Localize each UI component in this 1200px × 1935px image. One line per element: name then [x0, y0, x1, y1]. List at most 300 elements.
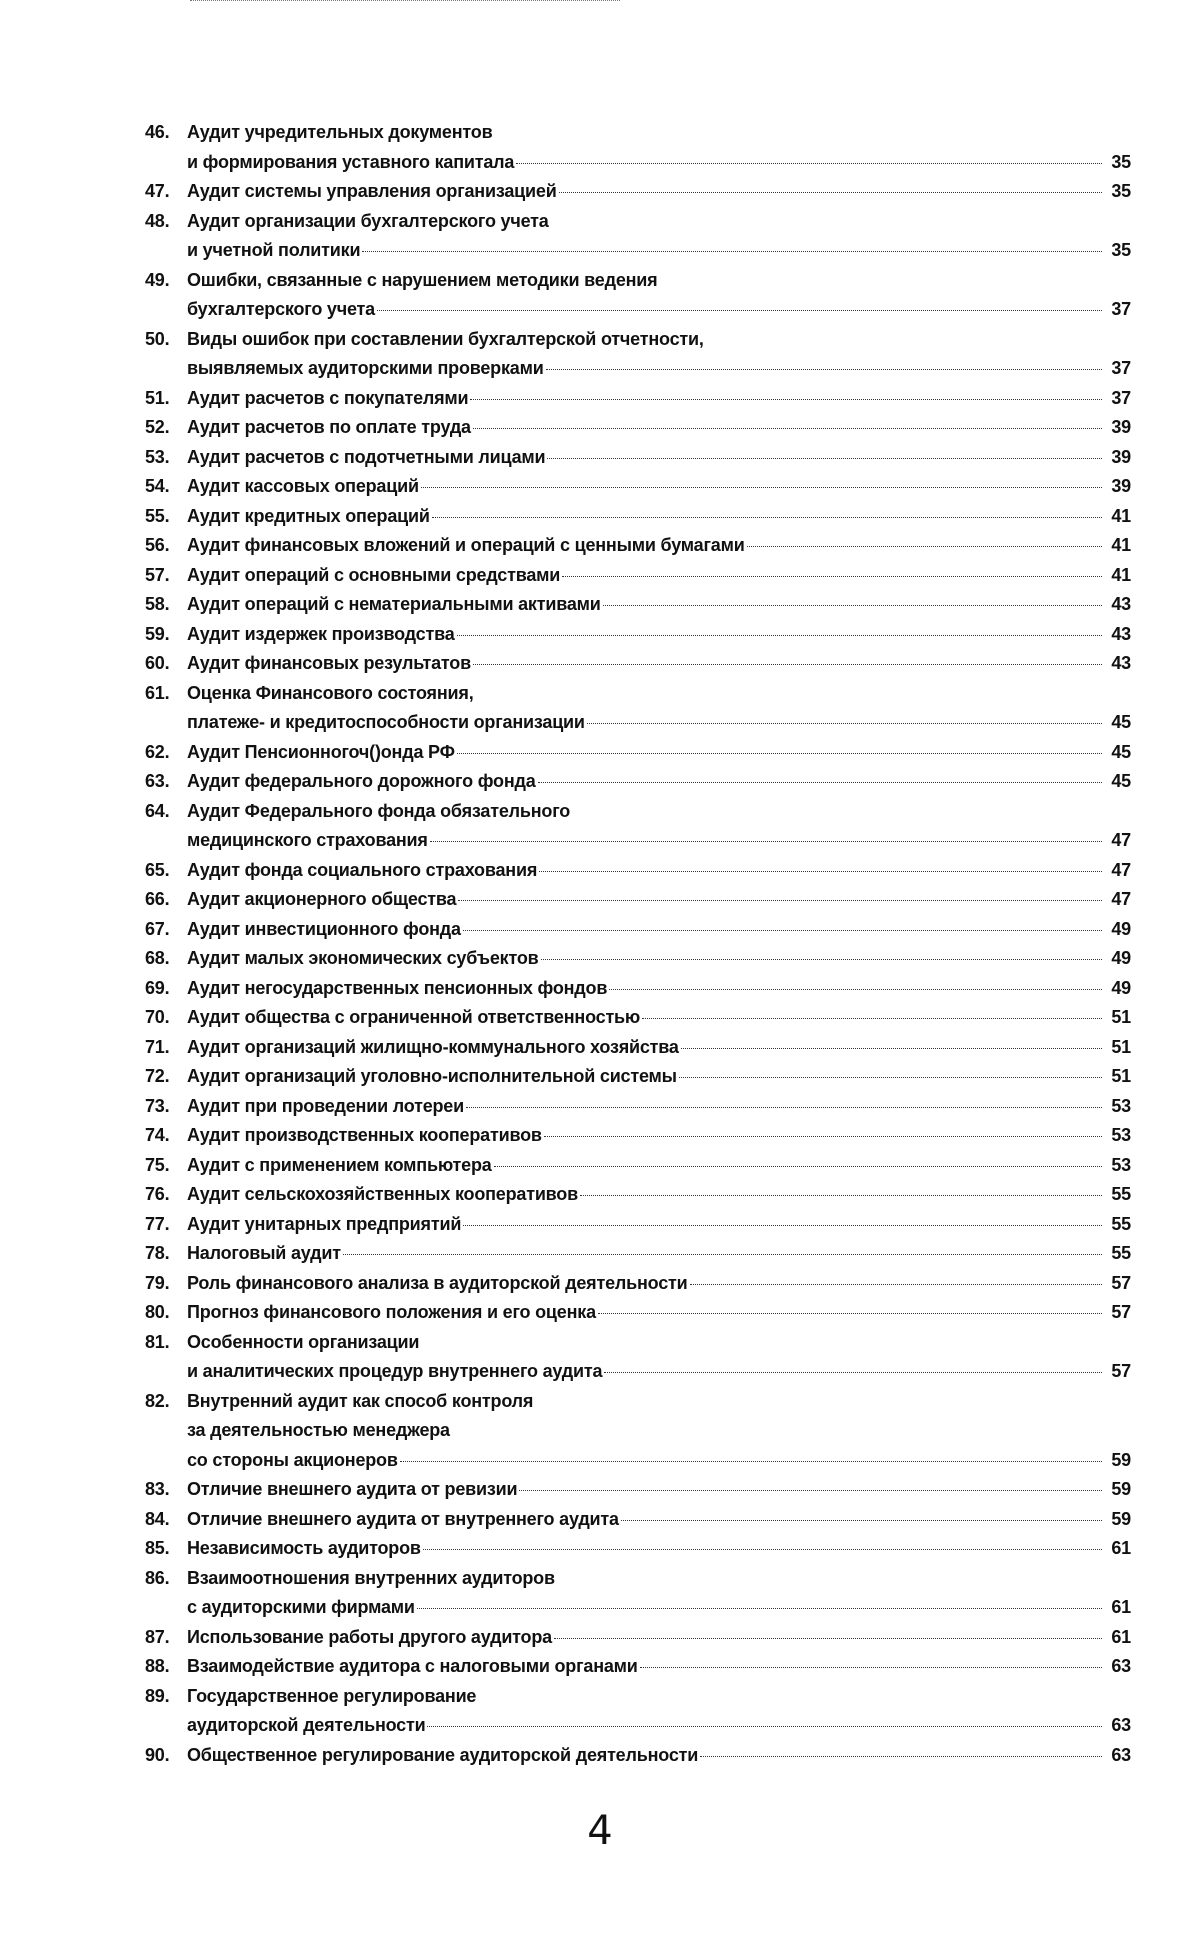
toc-entry-line	[187, 1652, 1131, 1682]
toc-entry-number: 86.	[145, 1567, 170, 1588]
dot-leader	[538, 782, 1102, 783]
dot-leader	[432, 517, 1102, 518]
toc-entry-body	[187, 1652, 1131, 1682]
toc-entry-title: Аудит издержек производства	[187, 623, 455, 644]
toc-entry	[145, 649, 1131, 679]
toc-entry-line	[187, 944, 1131, 974]
toc-entry	[145, 620, 1131, 650]
toc-entry-page: 41	[1111, 505, 1131, 526]
toc-entry-line	[187, 354, 1131, 384]
toc-entry-number: 54.	[145, 476, 170, 496]
toc-entry	[145, 915, 1131, 945]
toc-entry-page: 59	[1111, 1508, 1131, 1529]
toc-entry-number: 88.	[145, 1656, 170, 1676]
toc-entry	[145, 590, 1131, 620]
toc-entry-title: Аудит унитарных предприятий	[187, 1213, 462, 1234]
toc-entry-title: Аудит расчетов с подотчетными лицами	[187, 446, 546, 467]
toc-entry-number: 62.	[145, 741, 170, 762]
toc-entry-page: 51	[1111, 1036, 1131, 1057]
toc-entry-page: 57	[1111, 1302, 1131, 1322]
toc-entry	[145, 325, 1131, 384]
dot-leader	[546, 369, 1102, 370]
toc-entry	[145, 1210, 1131, 1240]
toc-entry-body	[187, 325, 1131, 384]
toc-entry-body	[187, 531, 1131, 561]
toc-entry-body	[187, 1003, 1131, 1033]
toc-entry-line	[187, 826, 1131, 856]
toc-entry-title: Аудит финансовых вложений и операций с ценными бумагами	[187, 535, 745, 555]
dot-leader	[463, 930, 1102, 931]
dot-leader	[642, 1018, 1102, 1019]
toc-entry-line	[187, 1682, 1131, 1712]
dot-leader	[559, 192, 1102, 193]
dot-leader	[362, 251, 1102, 252]
dot-leader	[580, 1195, 1102, 1196]
toc-entry-body	[187, 1033, 1131, 1063]
toc-entry-page: 39	[1111, 476, 1131, 496]
toc-entry-number: 87.	[145, 1626, 170, 1647]
dot-leader	[473, 664, 1102, 665]
toc-entry-number: 51.	[145, 387, 170, 408]
toc-entry	[145, 1741, 1131, 1771]
toc-entry-number: 69.	[145, 977, 170, 998]
toc-entry-page: 47	[1111, 830, 1131, 850]
toc-entry-body	[187, 590, 1131, 620]
toc-entry-title: со стороны акционеров	[187, 1449, 398, 1470]
toc-entry-line	[187, 1092, 1131, 1122]
toc-entry-page: 35	[1111, 151, 1131, 172]
toc-entry-title: Аудит организации бухгалтерского учета	[187, 210, 549, 231]
toc-entry-body	[187, 1564, 1131, 1623]
toc-entry-page: 45	[1111, 712, 1131, 732]
toc-entry	[145, 502, 1131, 532]
toc-entry-line	[187, 767, 1131, 797]
toc-entry	[145, 1328, 1131, 1387]
toc-entry-line	[187, 148, 1131, 178]
toc-entry	[145, 1151, 1131, 1181]
toc-entry	[145, 1180, 1131, 1210]
toc-entry-title: Оценка Финансового состояния,	[187, 682, 474, 703]
dot-leader	[494, 1166, 1102, 1167]
dot-leader	[466, 1107, 1102, 1108]
toc-entry-title: Аудит с применением компьютера	[187, 1154, 492, 1175]
toc-entry-body	[187, 561, 1131, 591]
dot-leader	[430, 841, 1102, 842]
toc-entry-body	[187, 885, 1131, 915]
dot-leader	[541, 959, 1103, 960]
toc-entry-line	[187, 325, 1131, 355]
toc-entry-body	[187, 1092, 1131, 1122]
dot-leader	[603, 605, 1102, 606]
toc-entry-body	[187, 1534, 1131, 1564]
toc-entry-title: Аудит производственных кооперативов	[187, 1125, 542, 1145]
toc-entry-line	[187, 1180, 1131, 1210]
dot-leader	[400, 1461, 1102, 1462]
toc-entry-number: 75.	[145, 1154, 170, 1175]
toc-entry-number: 71.	[145, 1036, 170, 1057]
toc-entry-title: и учетной политики	[187, 240, 361, 260]
dot-leader	[423, 1549, 1102, 1550]
toc-entry-title: Аудит общества с ограниченной ответственностью	[187, 1007, 641, 1027]
toc-entry-line	[187, 1033, 1131, 1063]
toc-entry	[145, 1003, 1131, 1033]
dot-leader	[544, 1136, 1102, 1137]
toc-entry-body	[187, 177, 1131, 207]
toc-entry-line	[187, 207, 1131, 237]
toc-entry-line	[187, 1446, 1131, 1476]
dot-leader	[421, 487, 1102, 488]
toc-entry-page: 57	[1111, 1272, 1131, 1293]
scan-artifact-top	[190, 0, 620, 3]
toc-entry-page: 45	[1111, 741, 1131, 762]
toc-entry	[145, 1121, 1131, 1151]
toc-entry-body	[187, 1623, 1131, 1653]
toc-entry-title: Отличие внешнего аудита от внутреннего аудита	[187, 1508, 619, 1529]
toc-entry	[145, 1239, 1131, 1269]
toc-entry	[145, 738, 1131, 768]
toc-entry-body	[187, 413, 1131, 443]
toc-entry-number: 70.	[145, 1007, 170, 1027]
toc-entry-number: 68.	[145, 948, 170, 968]
toc-entry-title: Аудит инвестиционного фонда	[187, 918, 461, 939]
toc-entry-line	[187, 1151, 1131, 1181]
toc-entry-body	[187, 502, 1131, 532]
toc-entry	[145, 974, 1131, 1004]
toc-entry-title: Налоговый аудит	[187, 1243, 341, 1263]
toc-entry-line	[187, 1062, 1131, 1092]
toc-entry-title: аудиторской деятельности	[187, 1715, 426, 1735]
toc-entry-line	[187, 472, 1131, 502]
toc-entry-page: 47	[1111, 889, 1131, 909]
toc-entry-body	[187, 1269, 1131, 1299]
toc-entry-title: Аудит негосударственных пенсионных фондов	[187, 977, 608, 998]
toc-entry-page: 43	[1111, 653, 1131, 673]
toc-entry	[145, 561, 1131, 591]
toc-entry-number: 66.	[145, 889, 170, 909]
toc-entry-number: 76.	[145, 1184, 170, 1204]
toc-entry-page: 39	[1111, 446, 1131, 467]
toc-entry	[145, 767, 1131, 797]
toc-entry-body	[187, 1180, 1131, 1210]
toc-entry-number: 77.	[145, 1213, 170, 1234]
toc-entry-page: 37	[1111, 358, 1131, 378]
toc-entry-body	[187, 856, 1131, 886]
toc-entry-title: Общественное регулирование аудиторской деятельности	[187, 1744, 699, 1765]
toc-entry-line	[187, 915, 1131, 945]
toc-entry-line	[187, 708, 1131, 738]
toc-entry-title: Аудит федерального дорожного фонда	[187, 771, 536, 791]
dot-leader	[457, 635, 1102, 636]
toc-entry-title: Независимость аудиторов	[187, 1538, 421, 1558]
toc-entry-title: Аудит системы управления организацией	[187, 181, 557, 201]
toc-entry	[145, 1623, 1131, 1653]
dot-leader	[679, 1077, 1102, 1078]
toc-entry-body	[187, 649, 1131, 679]
toc-entry-number: 84.	[145, 1508, 170, 1529]
toc-entry-line	[187, 649, 1131, 679]
toc-entry-number: 59.	[145, 623, 170, 644]
toc-entry-page: 35	[1111, 181, 1131, 201]
dot-leader	[547, 458, 1102, 459]
dot-leader	[457, 753, 1102, 754]
toc-entry-page: 43	[1111, 623, 1131, 644]
toc-entry-number: 73.	[145, 1095, 170, 1116]
toc-entry-body	[187, 915, 1131, 945]
toc-entry	[145, 413, 1131, 443]
toc-entry-page: 53	[1111, 1095, 1131, 1116]
toc-entry-title: Аудит операций с основными средствами	[187, 564, 561, 585]
toc-entry-page: 61	[1111, 1626, 1131, 1647]
toc-entry-title: Отличие внешнего аудита от ревизии	[187, 1479, 518, 1499]
toc-entry-title: Аудит фонда социального страхования	[187, 859, 538, 880]
toc-entry-number: 90.	[145, 1744, 170, 1765]
toc-entry-page: 37	[1111, 299, 1131, 319]
toc-entry	[145, 1092, 1131, 1122]
toc-entry-title: выявляемых аудиторскими проверками	[187, 358, 544, 378]
toc-entry	[145, 443, 1131, 473]
toc-entry-title: Аудит кредитных операций	[187, 505, 430, 526]
toc-entry-line	[187, 797, 1131, 827]
toc-entry	[145, 118, 1131, 177]
toc-entry-page: 63	[1111, 1656, 1131, 1676]
toc-entry-number: 89.	[145, 1685, 170, 1706]
toc-entry-body	[187, 1387, 1131, 1476]
toc-entry-page: 55	[1111, 1213, 1131, 1234]
dot-leader	[516, 163, 1102, 164]
toc-entry-number: 46.	[145, 122, 170, 142]
toc-entry-title: Аудит при проведении лотереи	[187, 1095, 464, 1116]
toc-entry-body	[187, 384, 1131, 414]
toc-entry-body	[187, 1062, 1131, 1092]
toc-entry	[145, 207, 1131, 266]
toc-entry-line	[187, 118, 1131, 148]
toc-entry	[145, 266, 1131, 325]
toc-entry	[145, 1475, 1131, 1505]
toc-entry-page: 61	[1111, 1538, 1131, 1558]
toc-entry	[145, 944, 1131, 974]
dot-leader	[587, 723, 1102, 724]
toc-entry-line	[187, 236, 1131, 266]
dot-leader	[343, 1254, 1102, 1255]
dot-leader	[700, 1756, 1102, 1757]
toc-entry-title: бухгалтерского учета	[187, 299, 375, 319]
toc-entry-line	[187, 502, 1131, 532]
toc-entry-line	[187, 561, 1131, 591]
toc-entry-body	[187, 738, 1131, 768]
toc-entry-line	[187, 1210, 1131, 1240]
toc-entry-line	[187, 1534, 1131, 1564]
toc-entry-number: 61.	[145, 682, 170, 703]
toc-entry-body	[187, 472, 1131, 502]
toc-entry-title: платеже- и кредитоспособности организации	[187, 712, 585, 732]
toc-entry-title: Виды ошибок при составлении бухгалтерской отчетности,	[187, 328, 704, 349]
toc-entry-line	[187, 1416, 1131, 1446]
page-number: 4	[587, 1808, 613, 1854]
toc-entry-number: 79.	[145, 1272, 170, 1293]
toc-entry-title: Прогноз финансового положения и его оценка	[187, 1302, 596, 1322]
toc-entry	[145, 1062, 1131, 1092]
toc-entry	[145, 177, 1131, 207]
toc-entry-title: Ошибки, связанные с нарушением методики ведения	[187, 269, 658, 290]
toc-entry-line	[187, 443, 1131, 473]
toc-entry-page: 49	[1111, 977, 1131, 998]
toc-entry-body	[187, 443, 1131, 473]
toc-entry	[145, 1505, 1131, 1535]
toc-entry-body	[187, 207, 1131, 266]
toc-entry-line	[187, 266, 1131, 296]
toc-entry-number: 80.	[145, 1302, 170, 1322]
toc-entry-title: и формирования уставного капитала	[187, 151, 515, 172]
toc-entry-page: 35	[1111, 240, 1131, 260]
toc-entry-page: 53	[1111, 1125, 1131, 1145]
toc-entry-body	[187, 1682, 1131, 1741]
dot-leader	[598, 1313, 1102, 1314]
toc-entry	[145, 1534, 1131, 1564]
dot-leader	[604, 1372, 1102, 1373]
toc-entry-line	[187, 1003, 1131, 1033]
toc-entry-title: медицинского страхования	[187, 830, 428, 850]
dot-leader	[463, 1225, 1102, 1226]
toc-entry-title: Аудит расчетов с покупателями	[187, 387, 469, 408]
toc-entry-line	[187, 177, 1131, 207]
toc-entry-number: 57.	[145, 564, 170, 585]
toc-entry	[145, 384, 1131, 414]
toc-entry-body	[187, 1210, 1131, 1240]
dot-leader	[621, 1520, 1102, 1521]
toc-entry-title: Аудит учредительных документов	[187, 122, 493, 142]
toc-entry-line	[187, 620, 1131, 650]
toc-entry-title: Аудит сельскохозяйственных кооперативов	[187, 1184, 578, 1204]
toc-entry-title: Внутренний аудит как способ контроля	[187, 1390, 534, 1411]
toc-entry-line	[187, 856, 1131, 886]
toc-entry-title: Аудит малых экономических субъектов	[187, 948, 539, 968]
toc-entry-page: 51	[1111, 1066, 1131, 1086]
toc-entry-page: 63	[1111, 1744, 1131, 1765]
toc-entry-body	[187, 1121, 1131, 1151]
toc-entry-number: 52.	[145, 417, 170, 437]
toc-entry-line	[187, 1298, 1131, 1328]
dot-leader	[747, 546, 1102, 547]
toc-entry-number: 53.	[145, 446, 170, 467]
dot-leader	[609, 989, 1102, 990]
toc-entry-number: 65.	[145, 859, 170, 880]
toc-entry-number: 48.	[145, 210, 170, 231]
toc-entry-title: Взаимодействие аудитора с налоговыми органами	[187, 1656, 638, 1676]
toc-entry	[145, 1564, 1131, 1623]
toc-entry-page: 41	[1111, 564, 1131, 585]
dot-leader	[458, 900, 1102, 901]
toc-entry-line	[187, 1505, 1131, 1535]
toc-entry-number: 82.	[145, 1390, 170, 1411]
toc-entry-line	[187, 1564, 1131, 1594]
toc-entry-body	[187, 974, 1131, 1004]
toc-entry-number: 60.	[145, 653, 170, 673]
toc-entry-page: 45	[1111, 771, 1131, 791]
toc-entry-body	[187, 1741, 1131, 1771]
toc-entry-number: 83.	[145, 1479, 170, 1499]
toc-entry	[145, 1682, 1131, 1741]
toc-entry-title: Аудит финансовых результатов	[187, 653, 471, 673]
toc-entry-line	[187, 1475, 1131, 1505]
toc-entry	[145, 1033, 1131, 1063]
dot-leader	[562, 576, 1102, 577]
toc-entry-line	[187, 1741, 1131, 1771]
toc-entry-page: 55	[1111, 1243, 1131, 1263]
dot-leader	[473, 428, 1102, 429]
toc-entry-page: 49	[1111, 948, 1131, 968]
toc-entry-title: и аналитических процедур внутреннего аудита	[187, 1361, 603, 1381]
toc-entry-number: 47.	[145, 181, 170, 201]
dot-leader	[427, 1726, 1102, 1727]
toc-entry	[145, 856, 1131, 886]
toc-entry	[145, 885, 1131, 915]
toc-entry-number: 85.	[145, 1538, 170, 1558]
toc-entry-number: 55.	[145, 505, 170, 526]
toc-entry-title: Аудит акционерного общества	[187, 889, 457, 909]
toc-entry-page: 55	[1111, 1184, 1131, 1204]
toc-entry-page: 37	[1111, 387, 1131, 408]
toc-entry-page: 47	[1111, 859, 1131, 880]
toc-entry	[145, 1269, 1131, 1299]
toc-entry-number: 74.	[145, 1125, 170, 1145]
toc-entry-page: 41	[1111, 535, 1131, 555]
dot-leader	[519, 1490, 1102, 1491]
dot-leader	[554, 1638, 1102, 1639]
toc-entry-title: Государственное регулирование	[187, 1685, 477, 1706]
toc-entry-number: 58.	[145, 594, 170, 614]
toc-entry-title: Использование работы другого аудитора	[187, 1626, 552, 1647]
toc-entry-body	[187, 1239, 1131, 1269]
toc-entry-body	[187, 620, 1131, 650]
dot-leader	[539, 871, 1102, 872]
toc-entry-line	[187, 590, 1131, 620]
toc-entry-line	[187, 1387, 1131, 1417]
toc-entry-body	[187, 1151, 1131, 1181]
toc-entry-line	[187, 384, 1131, 414]
toc-entry-line	[187, 1121, 1131, 1151]
toc-entry-page: 49	[1111, 918, 1131, 939]
toc-entry-number: 63.	[145, 771, 170, 791]
toc-entry-title: Взаимоотношения внутренних аудиторов	[187, 1567, 555, 1588]
toc-entry-line	[187, 738, 1131, 768]
toc-entry-page: 59	[1111, 1479, 1131, 1499]
toc-entry-body	[187, 679, 1131, 738]
toc-entry-title: Аудит кассовых операций	[187, 476, 419, 496]
toc-entry	[145, 531, 1131, 561]
toc-entry-line	[187, 1623, 1131, 1653]
toc-entry-page: 43	[1111, 594, 1131, 614]
toc-entry	[145, 1298, 1131, 1328]
toc-entry-title: за деятельностью менеджера	[187, 1420, 450, 1440]
toc-entry-page: 63	[1111, 1715, 1131, 1735]
toc-entry-page: 61	[1111, 1597, 1131, 1617]
dot-leader	[681, 1048, 1102, 1049]
toc-entry-body	[187, 1298, 1131, 1328]
toc-entry-page: 51	[1111, 1007, 1131, 1027]
toc-entry-number: 72.	[145, 1066, 170, 1086]
toc-entry	[145, 1652, 1131, 1682]
toc-entry-number: 81.	[145, 1331, 170, 1352]
toc-entry-title: Особенности организации	[187, 1331, 420, 1352]
toc-entry	[145, 679, 1131, 738]
toc-entry-body	[187, 1328, 1131, 1387]
toc-entry-page: 59	[1111, 1449, 1131, 1470]
toc-entry-line	[187, 1328, 1131, 1358]
toc-entry-body	[187, 1475, 1131, 1505]
toc-entry-page: 53	[1111, 1154, 1131, 1175]
toc-entry-line	[187, 413, 1131, 443]
toc-entry-line	[187, 974, 1131, 1004]
